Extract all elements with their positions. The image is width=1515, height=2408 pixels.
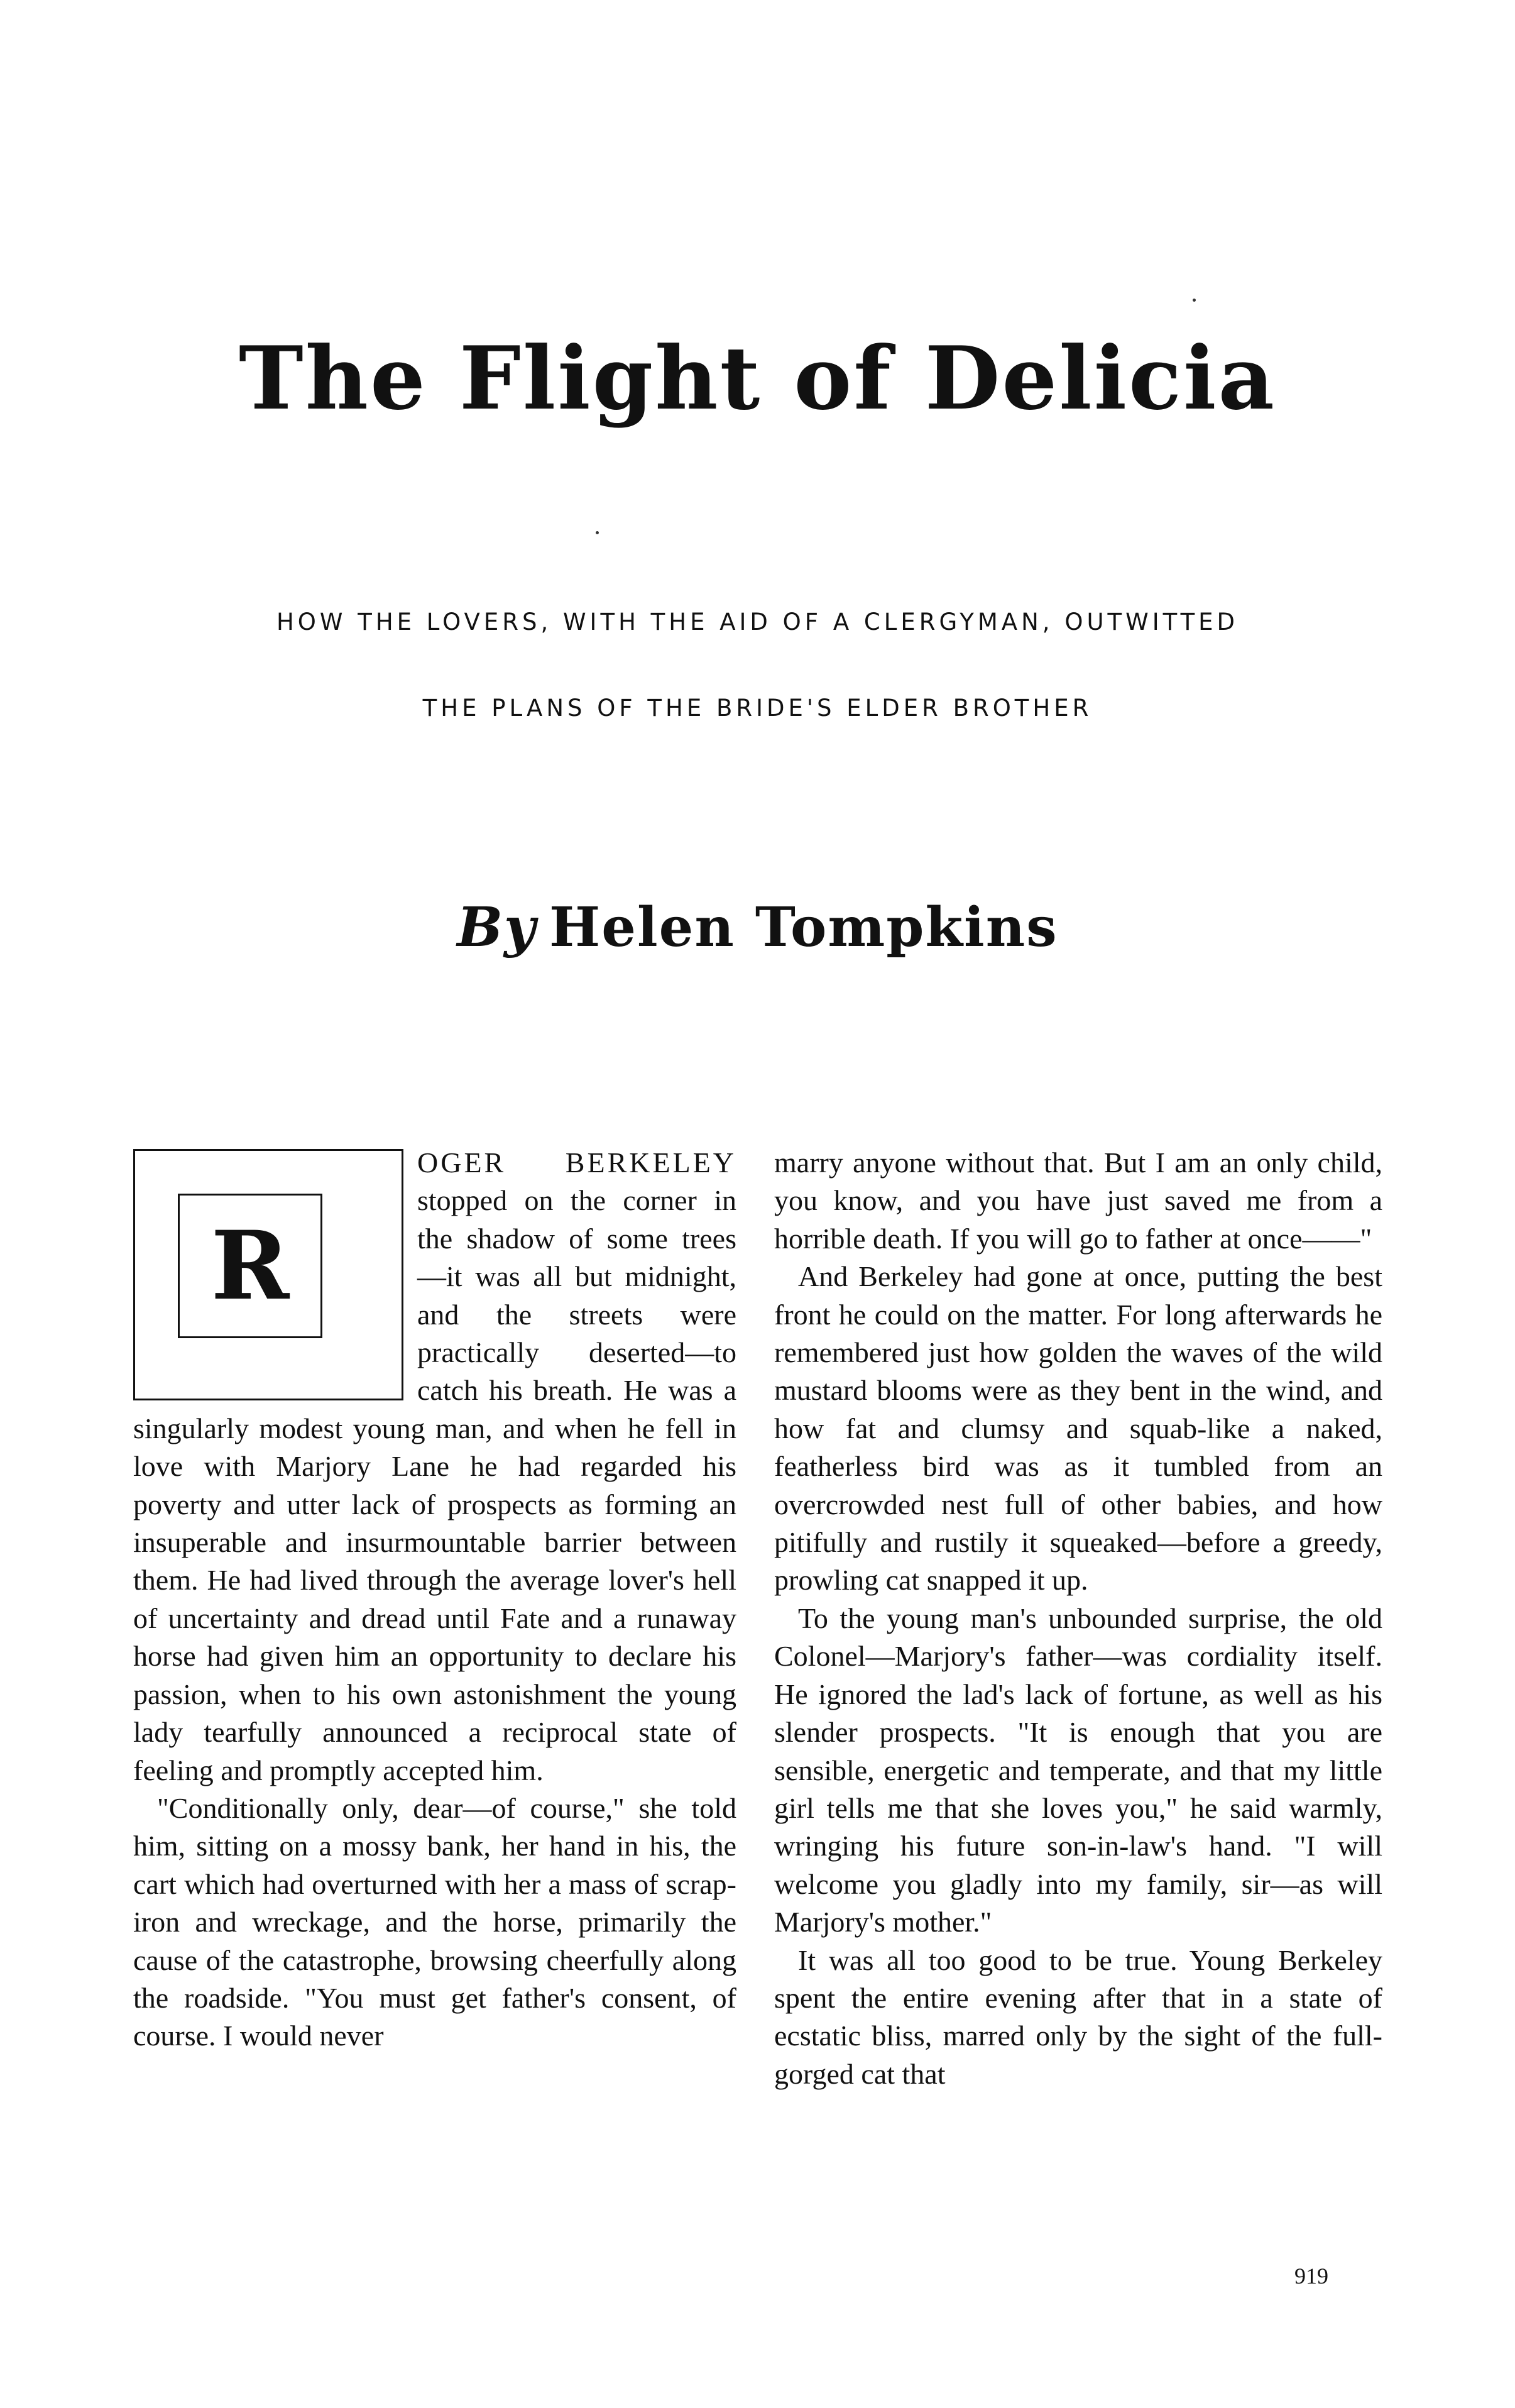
printer-speck [1193, 299, 1196, 302]
body-paragraph: And Berkeley had gone at once, putting the best front he could on the matter. For long afterwards he remembered just how golden the waves of the wild mustard blooms were as they bent in the wind, and how fat and clumsy and squab-like a naked, featherless bird was as it tumbled from an overcrowded nest full of other babies, and how pitifully and rustily it squeaked—before a greedy, prowling cat snapped it up. [774, 1260, 1382, 1597]
body-paragraph: It was all too good to be true. Young Berkeley spent the entire evening after that in a state of ecstatic bliss, marred only by the sight of the full-gorged cat that [774, 1943, 1382, 2090]
opening-caps: OGER BERKELEY [417, 1146, 736, 1179]
body-paragraph: "Conditionally only, dear—of course," she told him, sitting on a mossy bank, her hand in his, the cart which had overturned with her a mass of scrap-iron and wreckage, and the horse, primarily the cause of the catastrophe, browsing cheerfully along the roadside. "You must get father's consent, of course. I would never [133, 1791, 736, 2052]
drop-cap-inner-frame [178, 1194, 322, 1338]
drop-cap-frame [133, 1149, 403, 1400]
byline [0, 896, 1515, 959]
article-subtitle-line-1: HOW THE LOVERS, WITH THE AID OF A CLERGYMAN, OUTWITTED [276, 608, 1239, 635]
body-paragraph: To the young man's unbounded surprise, the old Colonel—Marjory's father—was cordiality itself. He ignored the lad's lack of fortune, as well as his slender prospects. "It is enough that you are sensible, energetic and temperate, and that my little girl tells me that she loves you," he said warmly, wringing his future son-in-law's hand. "I will welcome you gladly into my family, sir—as will Marjory's mother." [774, 1602, 1382, 1938]
article-title: The Flight of Delicia [239, 327, 1276, 429]
article-subtitle-line-2: THE PLANS OF THE BRIDE'S ELDER BROTHER [422, 695, 1093, 722]
body-paragraph: marry anyone without that. But I am an only child, you know, and you have just saved me from a horrible death. If you will go to father at once——" [774, 1146, 1382, 1255]
article-column-right [774, 1144, 1382, 2093]
page-number: 919 [1294, 2263, 1328, 2289]
author-name: Helen Tompkins [549, 896, 1058, 959]
article-column-left [133, 1144, 736, 2055]
drop-cap-letter: R [211, 1211, 290, 1321]
printer-speck [596, 531, 599, 534]
byline-prefix: By [457, 896, 537, 959]
opening-text: stopped on the corner in the shadow of some trees—it was all but midnight, and the streets were practically deserted—to catch his breath. He was a singularly modest young man, and when he fell in love with Marjory Lane he had regarded his poverty and utter lack of prospects as forming an insuperable and insurmountable barrier between them. He had lived through the average lover's hell of uncertainty and dread until Fate and a runaway horse had given him an opportunity to declare his passion, when to his own astonishment the young lady tearfully announced a reciprocal state of feeling and promptly accepted him. [133, 1184, 736, 1786]
